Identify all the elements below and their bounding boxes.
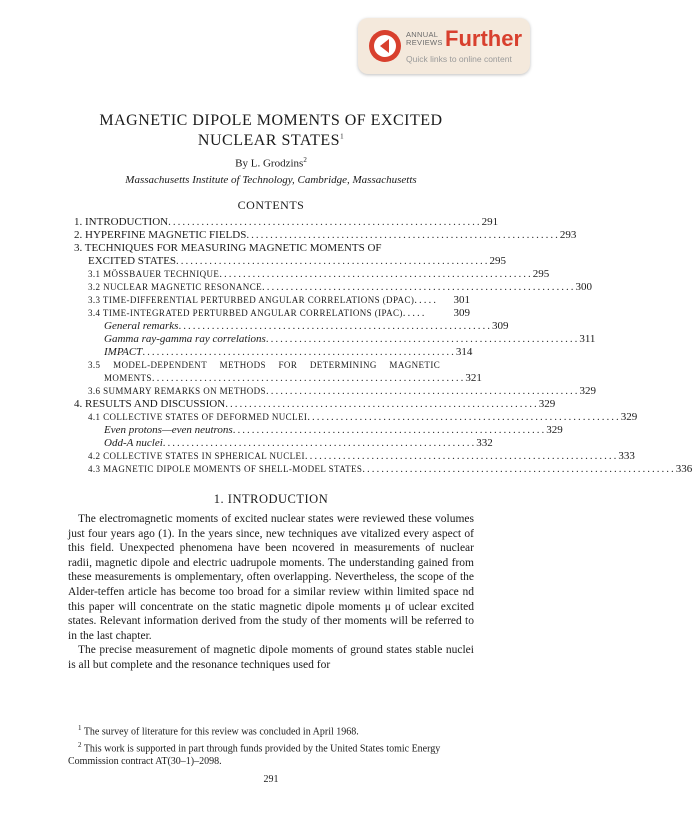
article-title-line2: NUCLEAR STATES$^1$ xyxy=(197,132,345,149)
toc-entry[interactable]: MOMENTS .................................................................. 321 xyxy=(104,372,482,384)
section-heading: 1. INTRODUCTION xyxy=(213,492,329,506)
annual-reviews-logo-icon xyxy=(368,29,402,63)
toc-entry[interactable]: 3.6 SUMMARY REMARKS ON METHODS .................................................................. 329 xyxy=(88,385,596,397)
toc-entry[interactable]: EXCITED STATES .................................................................. 295 xyxy=(88,255,507,267)
further-label: Further xyxy=(445,26,522,51)
toc-entry[interactable]: General remarks .................................................................. 309 xyxy=(104,320,509,332)
toc-entry[interactable]: 4.2 COLLECTIVE STATES IN SPHERICAL NUCLEI .................................................................. 333 xyxy=(88,450,635,462)
toc-entry[interactable]: 4. RESULTS AND DISCUSSION .................................................................. 329 xyxy=(74,398,556,410)
author-byline: By L. Grodzins$^2$ xyxy=(235,156,307,170)
footnotes xyxy=(68,722,474,768)
article-title-line1: MAGNETIC DIPOLE MOMENTS OF EXCITED xyxy=(99,112,443,129)
toc-entry[interactable]: 2. HYPERFINE MAGNETIC FIELDS .................................................................. 293 xyxy=(74,229,577,241)
toc-entry[interactable]: 4.1 COLLECTIVE STATES OF DEFORMED NUCLEI .................................................................. 329 xyxy=(88,411,638,423)
toc-entry[interactable]: 3.2 NUCLEAR MAGNETIC RESONANCE .................................................................. 300 xyxy=(88,281,592,293)
author-affiliation: Massachusetts Institute of Technology, Cambridge, Massachusetts xyxy=(125,174,417,186)
toc-entry[interactable]: IMPACT .................................................................. 314 xyxy=(104,346,473,358)
page-number: 291 xyxy=(263,774,279,785)
contents-heading: CONTENTS xyxy=(237,198,305,212)
body-paragraph: The electromagnetic moments of excited nuclear states were reviewed these volumes just four years ago (1). In the years since, new techniques ave vitalized every aspect of this field. Unexpected phenomena have been ncovered in measurements of nuclear radii, magnetic dipole and electric uadrupole moments. The understanding gained from these measurements is omplementary, often overlapping. Nevertheless, the scope of the Alder-teffen article has become too broad for a similar review within limited space nd this paper will concentrate on the static magnetic dipole moments μ of uclear excited states. Relevant information derived from the study of ther moments will be referred to in the last chapter. xyxy=(68,513,474,642)
toc-entry[interactable]: 1. INTRODUCTION .................................................................. 291 xyxy=(74,216,499,228)
toc-entry[interactable]: 3.5 MODEL-DEPENDENT METHODS FOR DETERMINING MAGNETIC xyxy=(88,360,441,370)
annual-reviews-text: ANNUAL REVIEWS xyxy=(406,30,443,47)
footnote-2: $^2$ This work is supported in part through funds provided by the United States tomic Energy Commission contract AT(30–1)–2098. xyxy=(68,740,441,767)
footnote-1: $^1$ The survey of literature for this review was concluded in April 1968. xyxy=(78,724,359,738)
toc-entry[interactable]: 3.4 TIME-INTEGRATED PERTURBED ANGULAR CORRELATIONS (IPAC) ..... 309 xyxy=(88,307,470,319)
toc-entry[interactable]: 4.3 MAGNETIC DIPOLE MOMENTS OF SHELL-MODEL STATES .................................................................. 336 xyxy=(88,463,692,475)
body-paragraph: The precise measurement of magnetic dipole moments of ground states stable nuclei is all but complete and the resonance techniques used for xyxy=(68,644,474,671)
toc-entry[interactable]: Gamma ray-gamma ray correlations .................................................................. 311 xyxy=(104,333,596,345)
further-banner[interactable] xyxy=(358,18,530,74)
toc-entry[interactable]: Odd-A nuclei .................................................................. 332 xyxy=(104,437,493,449)
table-of-contents xyxy=(74,216,692,476)
toc-entry[interactable]: 3.3 TIME-DIFFERENTIAL PERTURBED ANGULAR CORRELATIONS (DPAC) ..... 301 xyxy=(88,294,470,306)
body-text xyxy=(68,512,474,673)
toc-entry[interactable]: 3.1 MÖSSBAUER TECHNIQUE .................................................................. 295 xyxy=(88,268,550,280)
toc-entry[interactable]: Even protons—even neutrons .................................................................. 329 xyxy=(104,424,563,436)
quick-links-text: Quick links to online content xyxy=(406,54,512,64)
toc-entry[interactable]: 3. TECHNIQUES FOR MEASURING MAGNETIC MOMENTS OF xyxy=(74,242,382,254)
